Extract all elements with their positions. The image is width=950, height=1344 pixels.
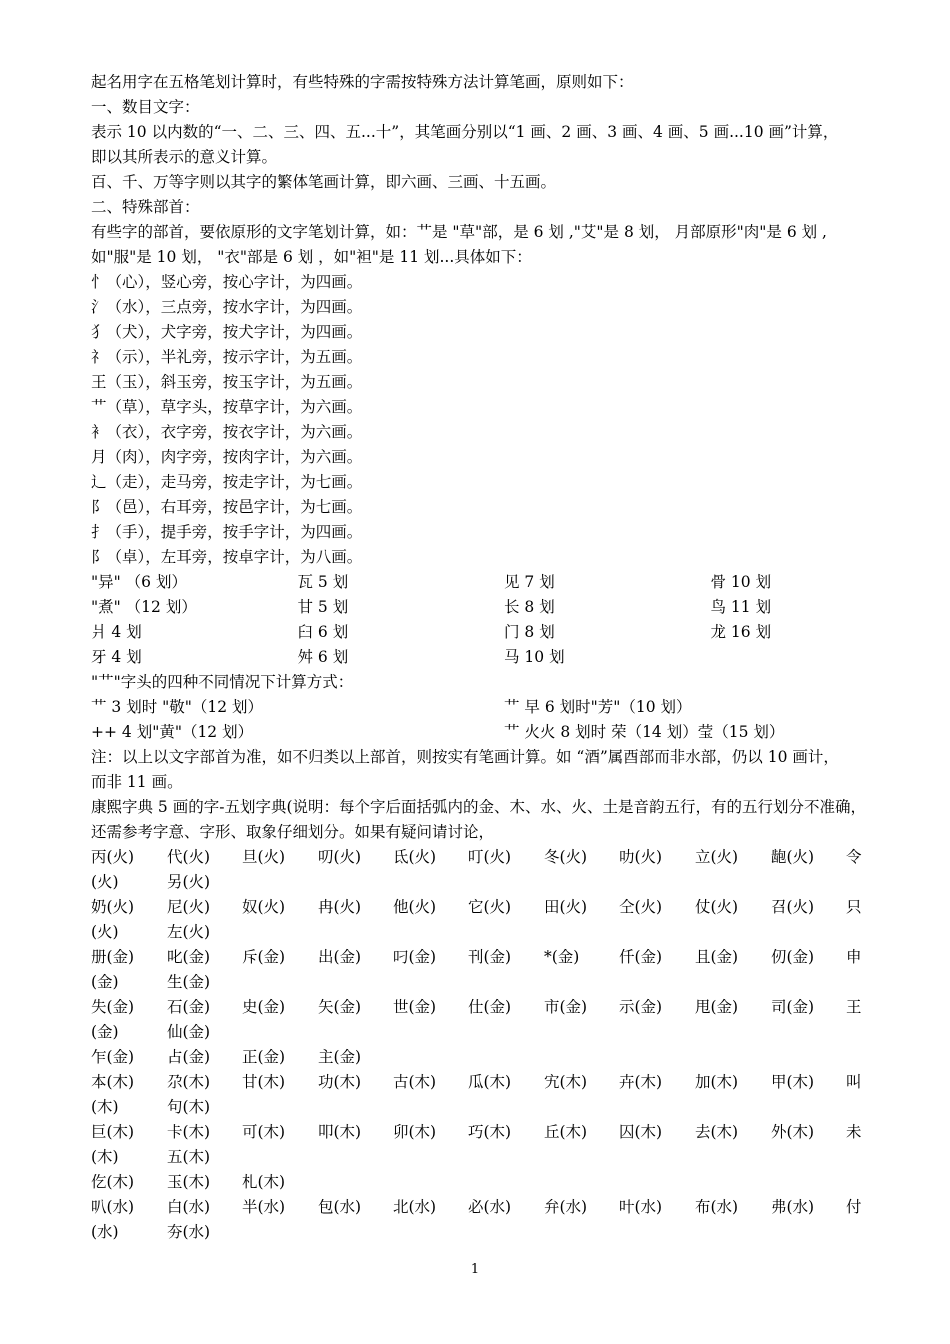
grass-radical-case: 艹 火火 8 划时 荣（14 划）莹（15 划） (504, 723, 785, 741)
character-entry: 旦(火) (242, 848, 286, 866)
character-entry: 失(金) (91, 998, 135, 1016)
character-entry: 未 (846, 1123, 862, 1141)
kangxi-intro-line: 还需参考字意、字形、取象仔细划分。如果有疑问请讨论， (91, 823, 495, 841)
stroke-table-cell: 长 8 划 (504, 598, 555, 616)
page-number: 1 (470, 1262, 480, 1277)
character-entry: (水) (91, 1223, 119, 1241)
stroke-table-cell: 龙 16 划 (710, 623, 772, 641)
stroke-table-cell: "异" （6 划） (91, 573, 187, 591)
character-entry: 氐(火) (393, 848, 437, 866)
character-row (91, 895, 917, 920)
character-entry: 且(金) (695, 948, 739, 966)
stroke-table-cell: 门 8 划 (504, 623, 555, 641)
character-entry: 仟(金) (619, 948, 663, 966)
grass-radical-case: ++ 4 划"黄"（12 划） (91, 723, 254, 741)
grass-radical-heading: "艹"字头的四种不同情况下计算方式： (91, 673, 354, 691)
character-entry: 叮(火) (468, 848, 512, 866)
stroke-table-cell: 骨 10 划 (710, 573, 772, 591)
character-row (91, 1045, 917, 1070)
character-entry: 尕(木) (167, 1073, 211, 1091)
radical-item: 王（玉），斜玉旁，按玉字计，为五画。 (91, 373, 363, 391)
character-entry: 乍(金) (91, 1048, 135, 1066)
character-row (91, 1070, 917, 1095)
character-row (91, 1170, 917, 1195)
section1-text-line: 即以其所表示的意义计算。 (91, 148, 278, 166)
character-entry: 另(火) (167, 873, 211, 891)
character-row (91, 1220, 917, 1245)
stroke-table-row (91, 595, 917, 620)
character-entry: 句(木) (167, 1098, 211, 1116)
radical-item: 月（肉），肉字旁，按肉字计，为六画。 (91, 448, 363, 466)
stroke-table-cell: 瓦 5 划 (297, 573, 349, 591)
character-entry: 卉(木) (619, 1073, 663, 1091)
character-entry: 丙(火) (91, 848, 135, 866)
character-entry: (金) (91, 973, 119, 991)
character-entry: (木) (91, 1148, 119, 1166)
character-entry: 宄(木) (544, 1073, 588, 1091)
stroke-table-row (91, 620, 917, 645)
character-entry: 司(金) (771, 998, 815, 1016)
character-entry: 囚(木) (619, 1123, 663, 1141)
stroke-table-cell: 见 7 划 (504, 573, 555, 591)
grass-radical-row (91, 720, 917, 745)
character-entry: 叱(金) (167, 948, 211, 966)
character-entry: 召(火) (771, 898, 815, 916)
character-entry: 古(木) (393, 1073, 437, 1091)
radical-item: 阝（邑），右耳旁，按邑字计，为七画。 (91, 498, 363, 516)
character-row (91, 1020, 917, 1045)
character-entry: 外(木) (771, 1123, 815, 1141)
character-entry: 仕(金) (468, 998, 512, 1016)
character-entry: 瓜(木) (468, 1073, 512, 1091)
character-entry: 玉(木) (167, 1173, 211, 1191)
character-entry: 刊(金) (468, 948, 512, 966)
character-entry: 主(金) (318, 1048, 362, 1066)
grass-radical-case: 艹 早 6 划时"芳"（10 划） (504, 698, 692, 716)
character-entry: 他(火) (393, 898, 437, 916)
radical-item: 扌（手），提手旁，按手字计，为四画。 (91, 523, 363, 541)
stroke-table-row (91, 645, 917, 670)
character-entry: 仡(木) (91, 1173, 135, 1191)
character-entry: 札(木) (242, 1173, 286, 1191)
radical-item: 忄（心），竖心旁，按心字计，为四画。 (91, 273, 363, 291)
character-entry: 斥(金) (242, 948, 286, 966)
character-entry: 北(水) (393, 1198, 437, 1216)
character-entry: 仞(金) (771, 948, 815, 966)
character-entry: 弁(水) (544, 1198, 588, 1216)
stroke-table-cell: 牙 4 划 (91, 648, 142, 666)
radical-list (91, 270, 917, 570)
character-entry: 甲(木) (771, 1073, 815, 1091)
stroke-table-cell: 舛 6 划 (297, 648, 349, 666)
radical-item: 礻（示），半礼旁，按示字计，为五画。 (91, 348, 363, 366)
character-entry: (火) (91, 923, 119, 941)
stroke-table-cell (711, 645, 918, 670)
character-entry: 甩(金) (695, 998, 739, 1016)
document-body (91, 70, 917, 1245)
character-entry: 册(金) (91, 948, 135, 966)
stroke-table-cell: 臼 6 划 (297, 623, 349, 641)
radical-item: 氵（水），三点旁，按水字计，为四画。 (91, 298, 363, 316)
character-entry: 占(金) (167, 1048, 211, 1066)
radical-item: 衤（衣），衣字旁，按衣字计，为六画。 (91, 423, 363, 441)
character-entry: 卯(木) (393, 1123, 437, 1141)
character-entry: 田(火) (544, 898, 588, 916)
character-entry: 去(木) (695, 1123, 739, 1141)
character-entry: 白(水) (167, 1198, 211, 1216)
character-entry: 加(木) (695, 1073, 739, 1091)
character-entry: 史(金) (242, 998, 286, 1016)
character-entry: 丘(木) (544, 1123, 588, 1141)
stroke-count-table (91, 570, 917, 670)
character-entry: 示(金) (619, 998, 663, 1016)
character-entry: 石(金) (167, 998, 211, 1016)
character-entry: 包(水) (318, 1198, 362, 1216)
character-row (91, 1120, 917, 1145)
character-entry: 它(火) (468, 898, 512, 916)
character-entry: *(金) (544, 948, 580, 966)
note-text-line: 注：以上以文字部首为准，如不归类以上部首，则按实有笔画计算。如 “酒”属酉部而非水部，仍以 10 画计， (91, 748, 839, 766)
radical-item: 艹（草），草字头，按草字计，为六画。 (91, 398, 363, 416)
character-entry: 出(金) (318, 948, 362, 966)
character-entry: 令 (846, 848, 862, 866)
stroke-table-cell: 爿 4 划 (91, 623, 142, 641)
stroke-table-cell: 甘 5 划 (297, 598, 349, 616)
character-entry: 冉(火) (318, 898, 362, 916)
note-text-line: 而非 11 画。 (91, 773, 183, 791)
character-row (91, 1145, 917, 1170)
character-row (91, 845, 917, 870)
character-entry: 矢(金) (318, 998, 362, 1016)
stroke-table-cell: "煮" （12 划） (91, 598, 197, 616)
character-entry: 半(水) (242, 1198, 286, 1216)
character-entry: 左(火) (167, 923, 211, 941)
character-entry: (木) (91, 1098, 119, 1116)
section1-text-line: 表示 10 以内数的“一、二、三、四、五...十”，其笔画分别以“1 画、2 画、3 画、4 画、5 画...10 画”计算， (91, 123, 839, 141)
character-entry: 只 (846, 898, 862, 916)
kangxi-intro-line: 康熙字典 5 画的字-五划字典(说明：每个字后面括弧内的金、木、水、火、土是音韵五行，有的五行划分不准确， (91, 798, 867, 816)
character-entry: 叩(木) (318, 1123, 362, 1141)
character-row (91, 1195, 917, 1220)
radical-item: 辶（走），走马旁，按走字计，为七画。 (91, 473, 363, 491)
character-entry: 仗(火) (695, 898, 739, 916)
character-entry: 叻(火) (619, 848, 663, 866)
grass-radical-case: 艹 3 划时 "敬"（12 划） (91, 698, 264, 716)
character-entry: 卡(木) (167, 1123, 211, 1141)
section2-text-line: 如"服"是 10 划， "衣"部是 6 划 ，如"袒"是 11 划...具体如下： (91, 248, 532, 266)
radical-item: 犭（犬），犬字旁，按犬字计，为四画。 (91, 323, 363, 341)
character-entry: 布(水) (695, 1198, 739, 1216)
character-entry: 立(火) (695, 848, 739, 866)
intro-paragraph: 起名用字在五格笔划计算时，有些特殊的字需按特殊方法计算笔画，原则如下： (91, 73, 634, 91)
character-entry: 冬(火) (544, 848, 588, 866)
character-entry: 正(金) (242, 1048, 286, 1066)
character-entry: 夯(水) (167, 1223, 211, 1241)
character-entry: 必(水) (468, 1198, 512, 1216)
character-entry: 可(木) (242, 1123, 286, 1141)
character-entry: 叼(金) (393, 948, 437, 966)
stroke-table-row (91, 570, 917, 595)
character-entry: 甘(木) (242, 1073, 286, 1091)
character-row (91, 970, 917, 995)
character-entry: 龅(火) (771, 848, 815, 866)
section2-text-line: 有些字的部首，要依原形的文字笔划计算，如：艹是 "草"部，是 6 划 ,"艾"是 8 划， 月部原形"肉"是 6 划 , (91, 223, 827, 241)
stroke-table-cell: 鸟 11 划 (710, 598, 772, 616)
character-entry: 王 (846, 998, 862, 1016)
section1-text-line: 百、千、万等字则以其字的繁体笔画计算，即六画、三画、十五画。 (91, 173, 557, 191)
stroke-table-cell: 马 10 划 (504, 648, 565, 666)
character-entry: 叶(水) (619, 1198, 663, 1216)
character-entry: 生(金) (167, 973, 211, 991)
character-entry: 叭(水) (91, 1198, 135, 1216)
character-row (91, 995, 917, 1020)
character-entry: 本(木) (91, 1073, 135, 1091)
character-entry: 弗(水) (771, 1198, 815, 1216)
character-row (91, 870, 917, 895)
character-row (91, 1095, 917, 1120)
character-entry: 仙(金) (167, 1023, 211, 1041)
character-entry: (金) (91, 1023, 119, 1041)
character-entry: 功(木) (318, 1073, 362, 1091)
character-entry: 世(金) (393, 998, 437, 1016)
character-entry: 申 (846, 948, 862, 966)
character-entry: 付 (846, 1198, 862, 1216)
character-row (91, 920, 917, 945)
character-entry: 叫 (846, 1073, 862, 1091)
grass-radical-row (91, 695, 917, 720)
character-row (91, 945, 917, 970)
character-entry: (火) (91, 873, 119, 891)
character-entry: 代(火) (167, 848, 211, 866)
character-entry: 仝(火) (619, 898, 663, 916)
character-entry: 奶(火) (91, 898, 135, 916)
section2-heading: 二、特殊部首： (91, 198, 200, 216)
character-grid (91, 845, 917, 1245)
section1-heading: 一、数目文字： (91, 98, 200, 116)
character-entry: 尼(火) (167, 898, 211, 916)
character-entry: 巧(木) (468, 1123, 512, 1141)
character-entry: 叨(火) (318, 848, 362, 866)
character-entry: 巨(木) (91, 1123, 135, 1141)
character-entry: 市(金) (544, 998, 588, 1016)
character-entry: 五(木) (167, 1148, 211, 1166)
radical-item: 阝（卓），左耳旁，按卓字计，为八画。 (91, 548, 363, 566)
character-entry: 奴(火) (242, 898, 286, 916)
